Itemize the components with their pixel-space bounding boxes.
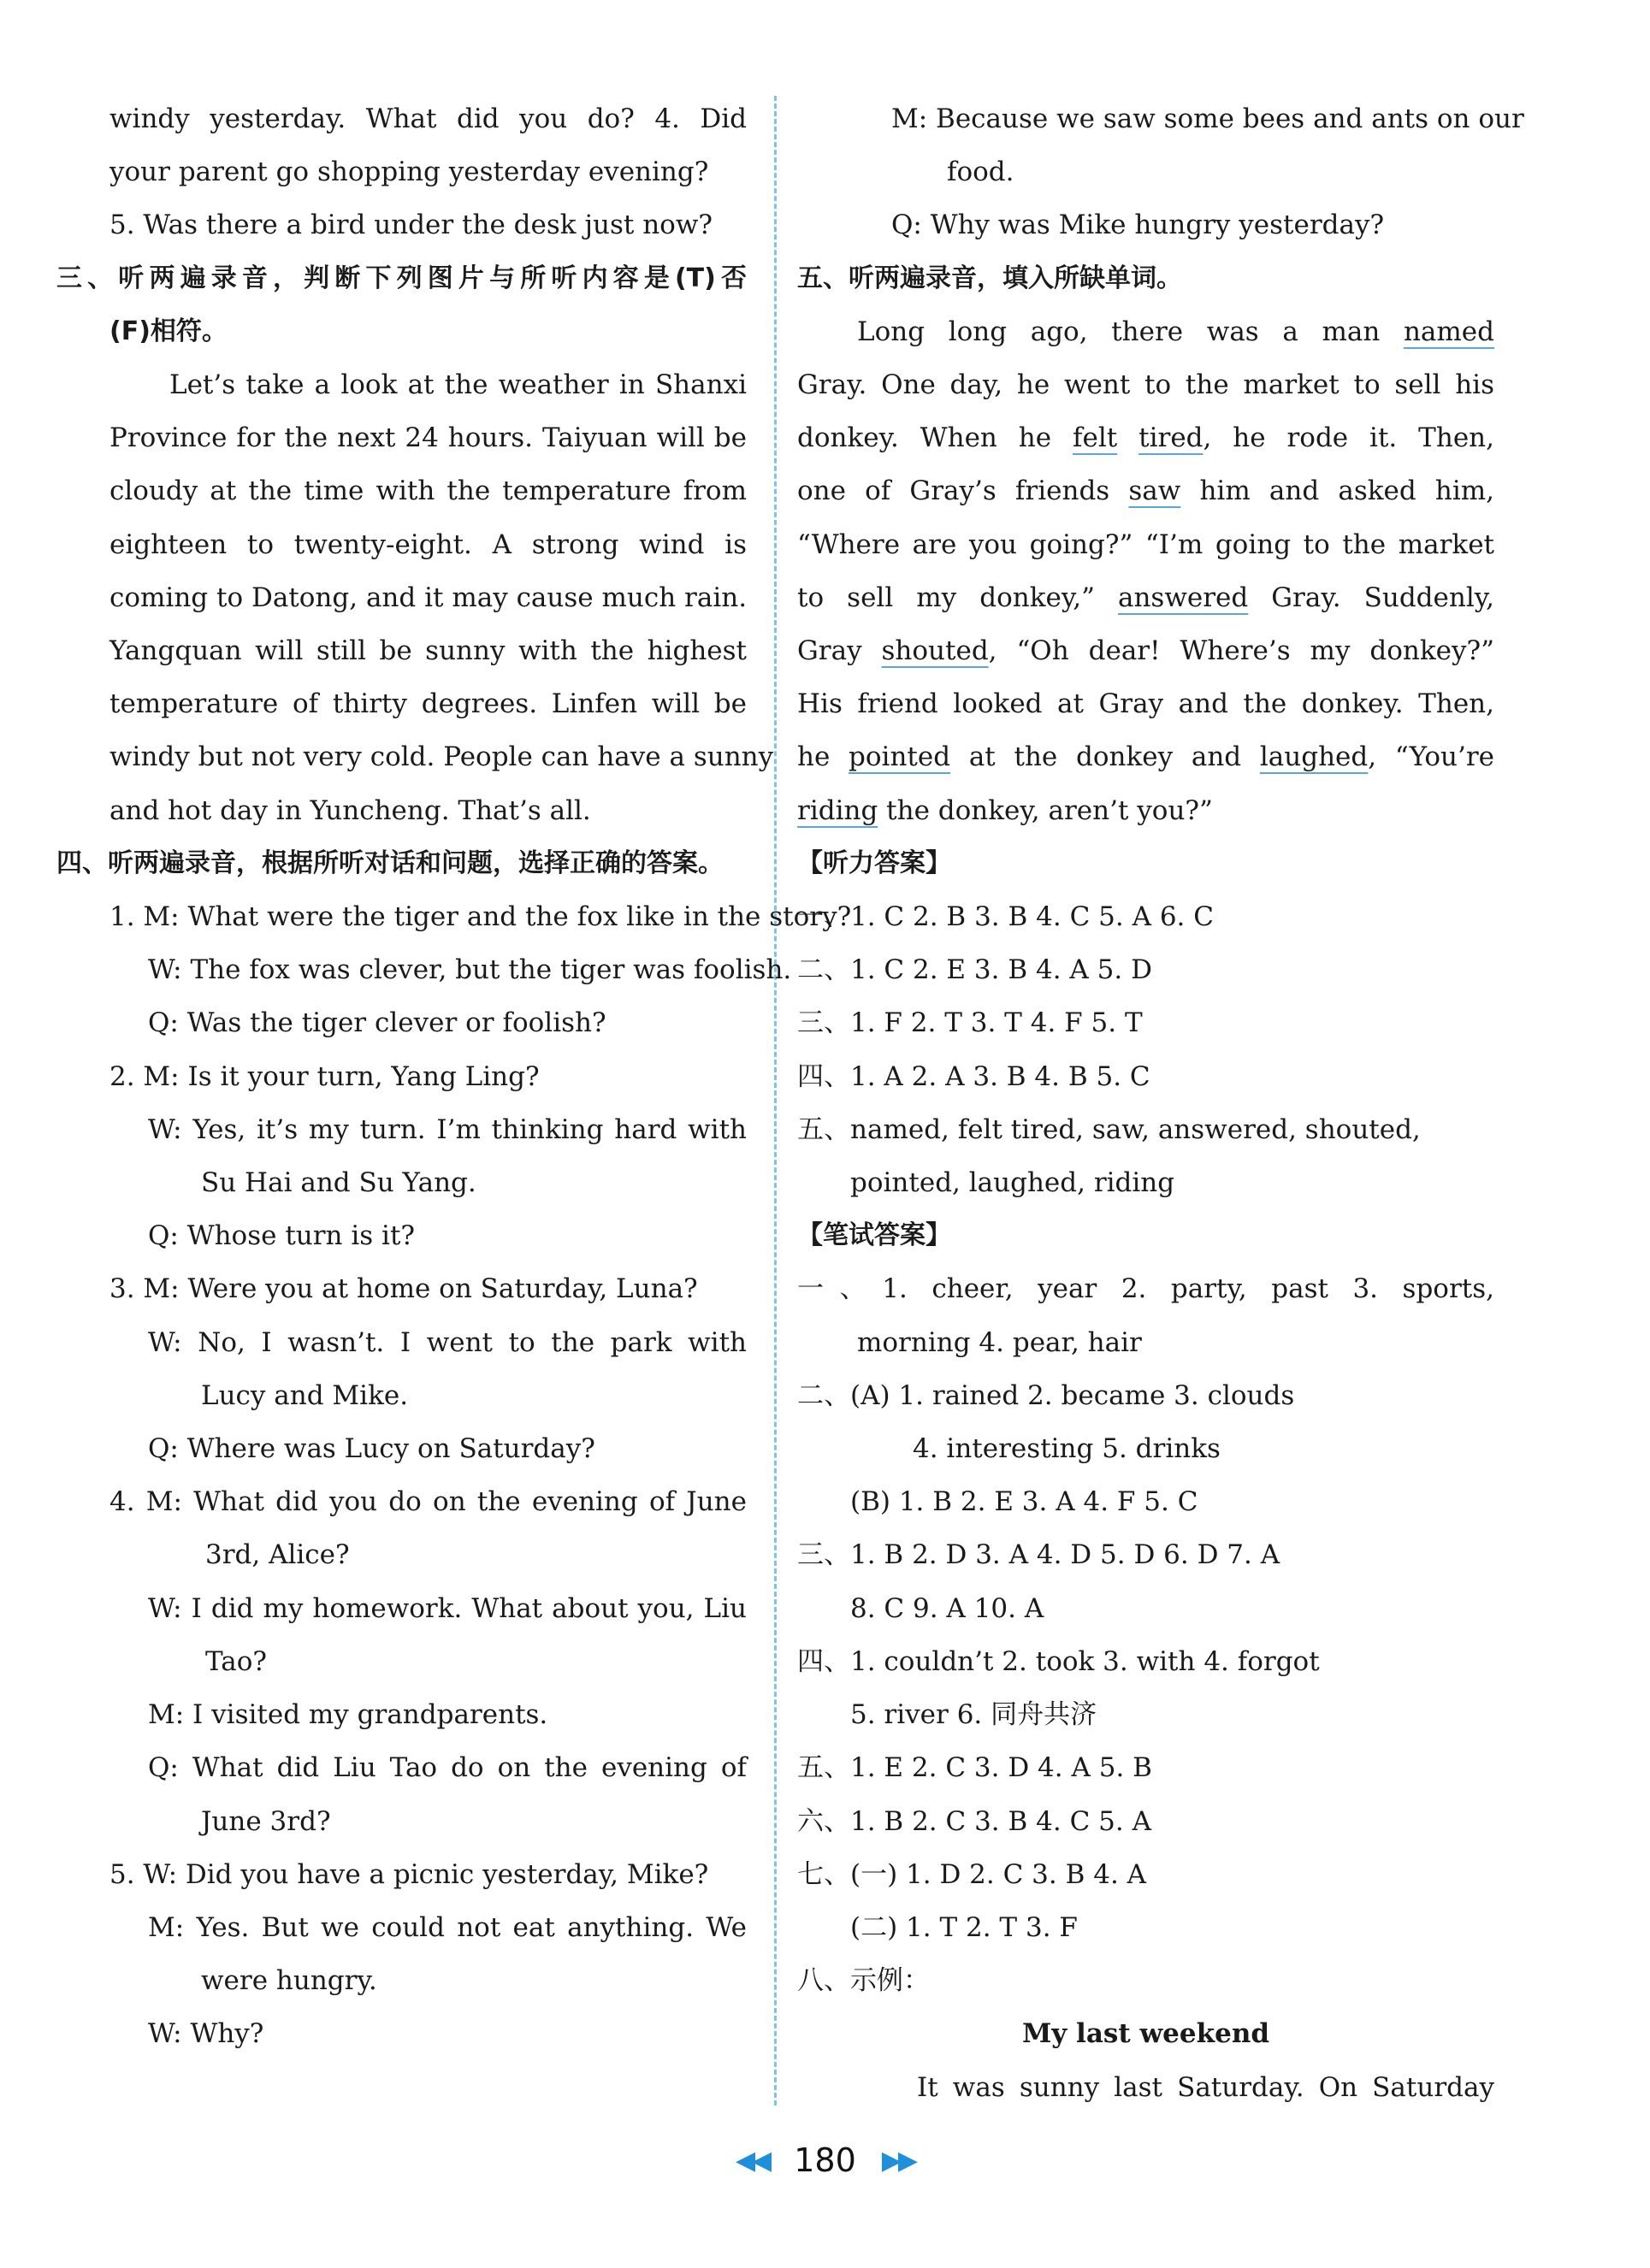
text-line: 1. M: What were the tiger and the fox like in the story? [109,901,852,933]
essay-first-line: It was sunny last Saturday. On Saturday [917,2071,1494,2103]
text-line: M: Because we saw some bees and ants on our [891,103,1524,134]
text-line: Q: Was the tiger clever or foolish? [148,1007,606,1039]
next-arrows-icon: ▶▶ [881,2146,915,2176]
text-line: coming to Datong, and it may cause much rain. [109,582,748,613]
filled-word: saw [1128,475,1181,507]
text-line: Q: Where was Lucy on Saturday? [148,1433,595,1465]
text-line: eighteen to twenty-eight. A strong wind is [109,529,747,560]
listening-dialog-end [797,92,1524,305]
text-line: your parent go shopping yesterday evening? [109,157,709,188]
page-footer [0,2141,1650,2179]
text-line: windy yesterday. What did you do? 4. Did [109,103,747,134]
text-line: 5. W: Did you have a picnic yesterday, Mike? [109,1858,709,1890]
page-number: 180 [794,2141,856,2179]
text-line: Yangquan will still be sunny with the highest [109,635,747,667]
answer-line: 一、1. C 2. B 3. B 4. C 5. A 6. C [797,901,1214,933]
text-line: Q: Whose turn is it? [148,1220,416,1252]
section-heading: 三、听两遍录音，判断下列图片与所听内容是(T)否 [56,263,747,293]
passage-line: His friend looked at Gray and the donkey. Then, [797,688,1494,720]
text-line: cloudy at the time with the temperature from [109,475,747,507]
passage-line: to sell my donkey,” answered Gray. Suddenly, [797,582,1494,613]
text-line: and hot day in Yuncheng. That’s all. [109,794,591,826]
text-line: June 3rd? [201,1805,331,1837]
passage-line: riding the donkey, aren’t you?” [797,794,1213,826]
filled-word: felt [1073,422,1118,454]
passage-line: donkey. When he felt tired, he rode it. Then, [797,422,1494,454]
passage-line: he pointed at the donkey and laughed, “You’re [797,741,1494,773]
text-line: 3rd, Alice? [205,1539,350,1571]
text-line: were hungry. [201,1965,377,1997]
text-line: windy but not very cold. People can have a sunny [109,741,774,773]
text-line: W: Yes, it’s my turn. I’m thinking hard with [148,1113,747,1145]
written-answers-title: 【笔试答案】 [797,1220,951,1251]
filled-word: shouted [881,635,989,667]
text-line: 5. Was there a bird under the desk just now? [109,210,713,241]
right-column [797,92,1524,2114]
text-line: 2. M: Is it your turn, Yang Ling? [109,1060,540,1092]
written-answers [797,1262,1494,2007]
text-line: Su Hai and Su Yang. [201,1167,476,1199]
section-heading: 五、听两遍录音，填入所缺单词。 [797,263,1182,293]
answer-line: 一、1. cheer, year 2. party, past 3. sports, [797,1273,1494,1305]
text-line: 4. M: What did you do on the evening of June [109,1486,747,1518]
text-line: W: No, I wasn’t. I went to the park with [148,1326,747,1358]
answer-line: 三、1. B 2. D 3. A 4. D 5. D 6. D 7. A [797,1539,1280,1571]
answer-line: 5. river 6. 同舟共济 [850,1699,1097,1731]
text-line: Province for the next 24 hours. Taiyuan will be [109,422,747,454]
column-divider [774,96,777,2106]
text-line: Let’s take a look at the weather in Shanxi [169,369,747,401]
fill-in-passage [797,305,1494,837]
answer-line: 七、(一) 1. D 2. C 3. B 4. A [797,1858,1147,1890]
filled-word: named [1403,316,1494,347]
text-line: W: The fox was clever, but the tiger was foolish. [148,954,792,986]
answer-line: 四、1. couldn’t 2. took 3. with 4. forgot [797,1645,1320,1677]
section-heading: 四、听两遍录音，根据所听对话和问题，选择正确的答案。 [56,848,724,878]
prev-arrows-icon: ◀◀ [735,2146,769,2176]
answer-line: 三、1. F 2. T 3. T 4. F 5. T [797,1007,1143,1039]
answer-line: pointed, laughed, riding [850,1167,1175,1199]
listening-answers-title: 【听力答案】 [797,848,951,878]
answer-line: 8. C 9. A 10. A [850,1592,1044,1624]
answer-line: 二、1. C 2. E 3. B 4. A 5. D [797,954,1152,986]
text-line: Lucy and Mike. [201,1379,409,1411]
passage-line: “Where are you going?” “I’m going to the market [797,529,1494,560]
section-heading: (F)相符。 [109,316,228,346]
text-line: W: Why? [148,2018,264,2050]
text-line: Q: Why was Mike hungry yesterday? [891,210,1385,241]
text-line: Tao? [205,1645,268,1677]
passage-line: Gray shouted, “Oh dear! Where’s my donkey?” [797,635,1494,667]
answer-line: morning 4. pear, hair [857,1326,1142,1358]
listening-answers [797,890,1494,1209]
text-line: M: Yes. But we could not eat anything. We [148,1911,747,1943]
answer-line: (B) 1. B 2. E 3. A 4. F 5. C [850,1486,1198,1518]
text-line: temperature of thirty degrees. Linfen will be [109,688,747,720]
answer-line: 五、1. E 2. C 3. D 4. A 5. B [797,1752,1152,1784]
filled-word: riding [797,794,878,826]
passage-line: Long long ago, there was a man named [857,316,1494,347]
answer-line: 五、named, felt tired, saw, answered, shouted, [797,1113,1421,1145]
filled-word: pointed [849,741,951,773]
filled-word: answered [1117,582,1249,613]
text-line: M: I visited my grandparents. [148,1699,548,1731]
text-line: food. [947,157,1014,188]
filled-word: laughed [1259,741,1369,773]
filled-word: tired [1138,422,1203,454]
essay-title: My last weekend [1021,2018,1270,2050]
text-line: Q: What did Liu Tao do on the evening of [148,1752,747,1784]
answer-line: 八、示例： [797,1965,930,1997]
answer-line: 二、(A) 1. rained 2. became 3. clouds [797,1379,1295,1411]
text-line: W: I did my homework. What about you, Liu [148,1592,747,1624]
answer-line: 4. interesting 5. drinks [913,1433,1221,1465]
answer-line: 六、1. B 2. C 3. B 4. C 5. A [797,1805,1151,1837]
passage-line: one of Gray’s friends saw him and asked him, [797,475,1494,507]
passage-line: Gray. One day, he went to the market to sell his [797,369,1494,401]
answer-line: (二) 1. T 2. T 3. F [850,1911,1078,1943]
answer-line: 四、1. A 2. A 3. B 4. B 5. C [797,1060,1150,1092]
text-line: 3. M: Were you at home on Saturday, Luna? [109,1273,698,1305]
